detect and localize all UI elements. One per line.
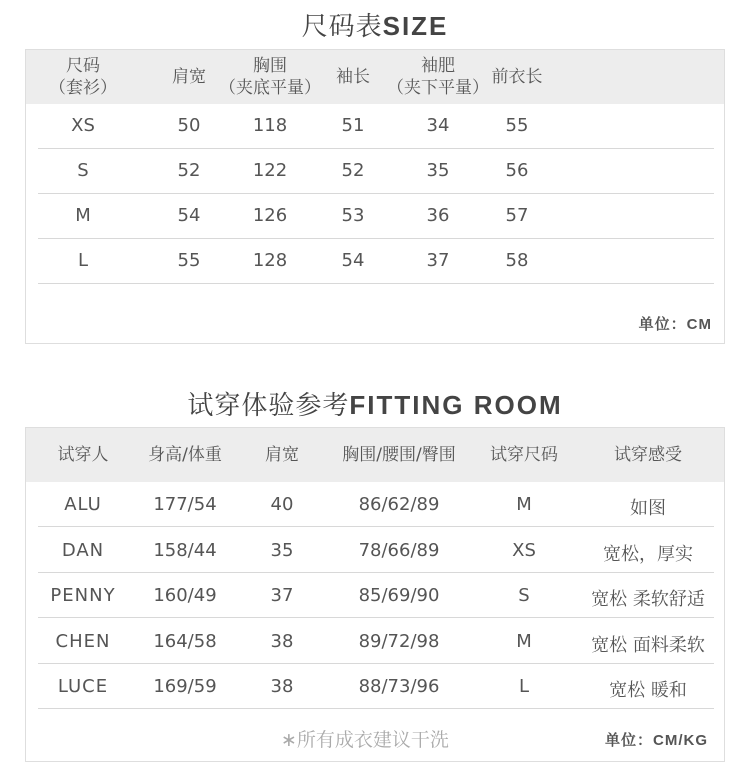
size-header-size [23,55,143,99]
fitting-header-tester: 试穿人 [57,445,109,465]
size-cell-shoulder-width: 50 [177,115,201,136]
size-cell-front-length: 56 [505,160,529,181]
size-cell-shoulder-width: 52 [177,160,201,181]
header-line: 前衣长 [491,67,543,87]
fitting-cell-bust-waist-hip: 89/72/98 [358,630,440,652]
size-cell-chest: 126 [252,205,288,226]
header-line: 尺码 [66,56,100,76]
fitting-header-bust-waist-hip: 胸围/腰围/臀围 [342,445,456,465]
fitting-cell-shoulder: 37 [270,585,294,606]
size-cell-sleeve-length: 51 [341,115,365,136]
fitting-cell-height-weight: 169/59 [153,676,217,697]
size-table-row [38,194,714,239]
fitting-cell-feedback: 宽松 面料柔软 [591,634,705,656]
dry-clean-note: ∗所有成衣建议干洗 [281,729,449,751]
fitting-table-row [38,573,714,618]
fitting-cell-tester: ALU [64,494,102,515]
fitting-cell-shoulder: 38 [270,676,294,697]
fitting-title-cn: 试穿体验参考 [187,391,350,421]
fitting-cell-feedback: 宽松 暖和 [609,680,687,701]
row-divider [38,708,714,709]
fitting-header-size: 试穿尺码 [490,445,558,465]
fitting-title-en: FITTING ROOM [349,390,563,420]
fitting-cell-tester: LUCE [57,676,109,697]
fitting-cell-shoulder: 38 [270,630,294,652]
fitting-header-shoulder: 肩宽 [265,445,299,465]
fitting-cell-height-weight: 160/49 [153,585,217,606]
fitting-cell-bust-waist-hip: 88/73/96 [358,676,440,697]
header-subline: （套衫） [49,78,117,98]
size-cell-sleeve-width: 37 [426,250,450,271]
fitting-cell-size: M [516,494,532,515]
size-cell-size: M [75,205,91,226]
size-cell-chest: 128 [252,250,288,271]
fitting-table-row [38,664,714,709]
fitting-cell-size: M [516,630,532,652]
fitting-cell-tester: CHEN [55,630,111,652]
fitting-cell-bust-waist-hip: 85/69/90 [358,585,440,606]
fitting-unit-label: 单位：CM/KG [605,732,708,749]
size-cell-sleeve-width: 36 [426,205,450,226]
fitting-cell-size: L [518,676,530,697]
fitting-cell-shoulder: 35 [270,539,294,561]
size-cell-size: XS [71,115,95,136]
fitting-cell-size: S [518,585,530,606]
fitting-table-row [38,482,714,527]
size-cell-front-length: 57 [505,205,529,226]
header-line: 袖长 [336,67,370,87]
size-unit-label: 单位：CM [638,316,712,333]
fitting-cell-feedback: 宽松 柔软舒适 [591,589,705,610]
fitting-cell-tester: PENNY [50,585,116,606]
size-chart-title [0,6,750,43]
fitting-cell-bust-waist-hip: 86/62/89 [358,494,440,515]
size-table-row [38,239,714,284]
fitting-header-height-weight: 身高/体重 [148,445,222,465]
header-subline: （夹底平量） [219,78,321,98]
fitting-table-row [38,528,714,573]
fitting-cell-shoulder: 40 [270,494,294,515]
fitting-room-title [0,385,750,422]
fitting-cell-tester: DAN [61,539,105,561]
size-cell-sleeve-length: 53 [341,205,365,226]
header-line: 肩宽 [172,67,206,87]
row-divider [38,283,714,284]
size-cell-sleeve-width: 34 [426,115,450,136]
fitting-table-row [38,619,714,664]
size-cell-size: S [77,160,89,181]
size-cell-shoulder-width: 55 [177,250,201,271]
size-cell-shoulder-width: 54 [177,205,201,226]
size-cell-sleeve-width: 35 [426,160,450,181]
header-subline: （夹下平量） [387,78,489,98]
size-title-en: SIZE [382,11,449,41]
fitting-cell-height-weight: 164/58 [153,630,217,652]
size-cell-chest: 118 [252,115,288,136]
fitting-cell-size: XS [512,539,536,561]
fitting-room-table [25,427,725,762]
size-cell-size: L [77,250,89,271]
fitting-cell-bust-waist-hip: 78/66/89 [358,539,440,561]
size-cell-sleeve-length: 54 [341,250,365,271]
size-cell-sleeve-length: 52 [341,160,365,181]
size-title-cn: 尺码表 [301,12,383,42]
fitting-table-header [26,428,724,482]
fitting-cell-height-weight: 158/44 [153,539,217,561]
size-table-header [26,50,724,104]
size-header-front-length [457,66,577,88]
fitting-cell-feedback: 如图 [630,498,666,519]
fitting-cell-feedback: 宽松，厚实 [603,543,693,565]
fitting-cell-height-weight: 177/54 [153,494,217,515]
fitting-header-feedback: 试穿感受 [614,445,682,465]
header-line: 胸围 [253,56,287,76]
size-table-row [38,104,714,149]
size-cell-chest: 122 [252,160,288,181]
size-table-row [38,149,714,194]
size-cell-front-length: 55 [505,115,529,136]
header-line: 袖肥 [421,56,455,76]
size-chart-table [25,49,725,344]
size-cell-front-length: 58 [505,250,529,271]
